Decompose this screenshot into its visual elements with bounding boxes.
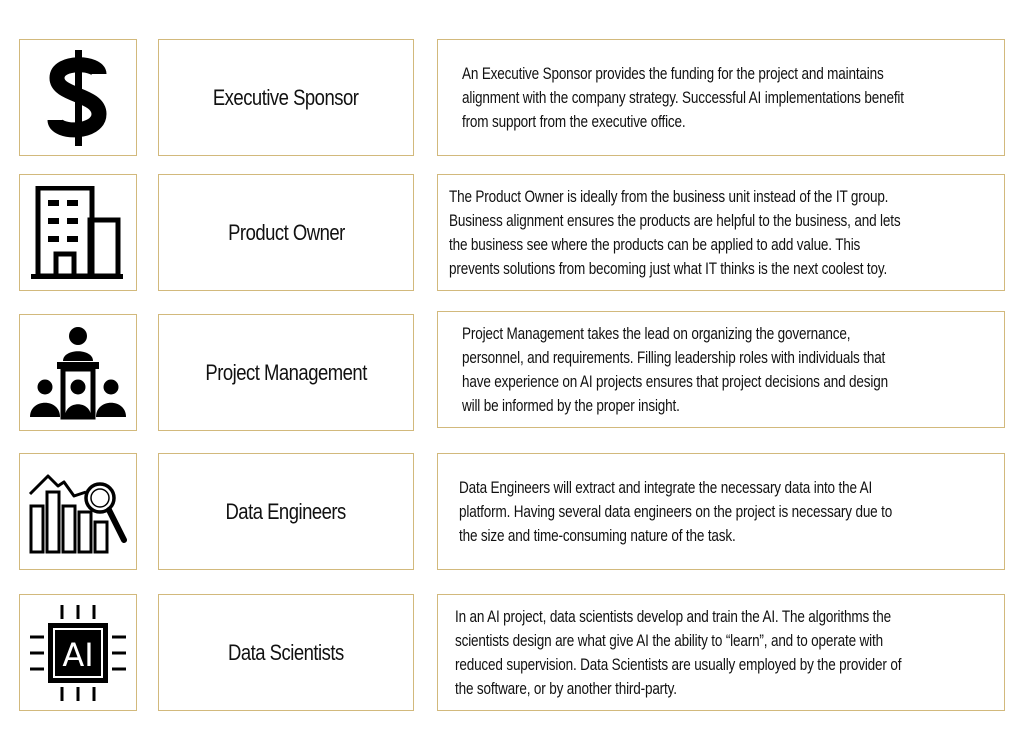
row-2-icon-box — [19, 174, 137, 291]
ai-chip-label: AI — [62, 635, 94, 674]
row-4-description-box — [437, 453, 1005, 570]
row-2-title: Product Owner — [227, 219, 345, 245]
office-building-icon — [30, 186, 126, 280]
row-5-description-box — [437, 594, 1005, 711]
row-1-title: Executive Sponsor — [213, 84, 359, 110]
row-5-icon-box — [19, 594, 137, 711]
data-analysis-chart-icon — [28, 470, 128, 554]
row-5-title: Data Scientists — [228, 639, 344, 665]
ai-chip-icon — [28, 603, 128, 703]
row-1-description: An Executive Sponsor provides the funding for the project and maintains alignment with the company strategy. Successful AI implementations benefit from support from the executive office. — [462, 64, 904, 131]
row-2-title-box — [158, 174, 414, 291]
row-4-description: Data Engineers will extract and integrate the necessary data into the AI platform. Having several data engineers on the project is necessary due to the size and time-consuming nature of the task. — [459, 478, 893, 545]
row-3-title-box — [158, 314, 414, 431]
row-1-title-box — [158, 39, 414, 156]
row-4-title: Data Engineers — [225, 498, 347, 524]
presenter-audience-icon — [29, 325, 127, 421]
row-3-title: Project Management — [205, 359, 367, 385]
row-5-title-box — [158, 594, 414, 711]
row-2-description-box — [437, 174, 1005, 291]
row-5-description: In an AI project, data scientists develop and train the AI. The algorithms the scientists design are what give AI the ability to “learn”, and to operate with reduced supervision. Data Scientists are usually employed by the provider of the software, or by another third-party. — [455, 607, 902, 698]
row-1-description-box — [437, 39, 1005, 156]
row-4-title-box — [158, 453, 414, 570]
row-3-description: Project Management takes the lead on organizing the governance, personnel, and requirements. Filling leadership roles with individuals that have experience on AI projects ensures that project decisions and design will be informed by the proper insight. — [462, 324, 888, 415]
row-2-description: The Product Owner is ideally from the business unit instead of the IT group. Business alignment ensures the products are helpful to the business, and lets the business see where the products can be applied to add value. This prevents solutions from becoming just what IT thinks is the next coolest toy. — [449, 187, 901, 278]
row-4-icon-box — [19, 453, 137, 570]
row-1-icon-box — [19, 39, 137, 156]
row-3-description-box — [437, 311, 1005, 428]
row-3-icon-box — [19, 314, 137, 431]
dollar-sign-icon — [43, 48, 113, 148]
